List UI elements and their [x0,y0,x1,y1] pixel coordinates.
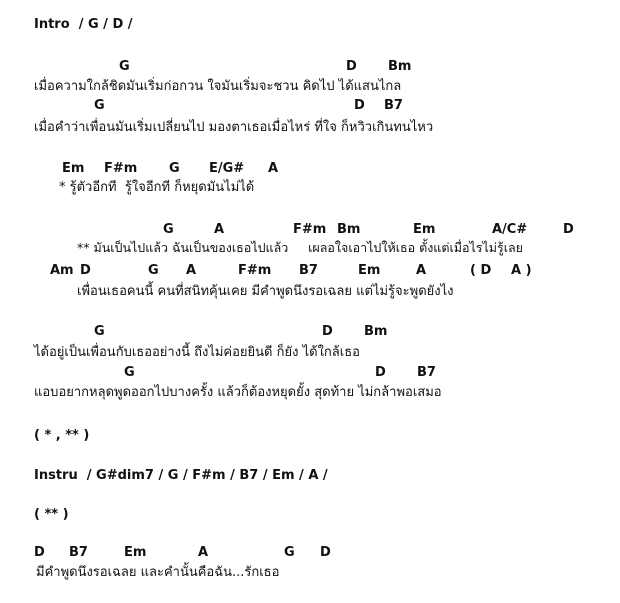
chord-a: A [186,263,197,278]
lyric-line: * รู้ตัวอีกที รู้ใจอีกที ก็หยุดมันไม่ได้ [59,180,255,195]
chord-g: G [169,161,180,176]
chord-em: Em [358,263,381,278]
lyric-line: เมื่อความใกล้ชิดมันเริ่มก่อกวน ใจมันเริ่มจะชวน คิดไป ได้แสนไกล [34,79,402,94]
chord-bm: Bm [337,222,361,237]
chord-g: G [148,263,159,278]
chord-a: A [198,545,209,560]
chord-am: Am [50,263,74,278]
chord-d: D [34,545,45,560]
chord-d: D [354,98,365,113]
chord-d: D [80,263,91,278]
instrumental-line: Instru / G#dim7 / G / F#m / B7 / Em / A / [34,468,328,483]
chord-fsm: F#m [293,222,327,237]
chord-acs: A/C# [492,222,528,237]
chord-fsm: F#m [104,161,138,176]
chord-bm: Bm [388,59,412,74]
chord-g: G [284,545,295,560]
chord-egs: E/G# [209,161,245,176]
chord-d: D [322,324,333,339]
chord-em: Em [413,222,436,237]
chord-b7: B7 [299,263,318,278]
chord-fsm: F#m [238,263,272,278]
chord-b7: B7 [417,365,436,380]
chord-d: D [320,545,331,560]
lyric-line: เมื่อคำว่าเพื่อนมันเริ่มเปลี่ยนไป มองตาเธอเมื่อไหร่ ที่ใจ ก็หวิวเกินทนไหว [34,120,434,135]
chord-g: G [94,98,105,113]
chord-d: D [375,365,386,380]
chord-b7: B7 [384,98,403,113]
chord-a: A [268,161,279,176]
chord-g: G [163,222,174,237]
lyric-line: มีคำพูดนึงรอเฉลย และคำนั้นคือฉัน...รักเธอ [36,565,280,580]
intro-line: Intro / G / D / [34,17,133,32]
chord-d-paren: ( D [470,263,492,278]
chord-em: Em [62,161,85,176]
chord-a: A [214,222,225,237]
chord-a-paren: A ) [511,263,532,278]
chord-g: G [119,59,130,74]
chord-b7: B7 [69,545,88,560]
repeat-marker: ( * , ** ) [34,428,90,443]
lyric-line: ** มันเป็นไปแล้ว ฉันเป็นของเธอไปแล้ว เผลอใจเอาไปให้เธอ ตั้งแต่เมื่อไรไม่รู้เลย [77,240,523,255]
lyric-line: ได้อยู่เป็นเพื่อนกับเธออย่างนี้ ถึงไม่ค่อยยินดี ก็ยัง ได้ใกล้เธอ [34,345,360,360]
lyric-line: แอบอยากหลุดพูดออกไปบางครั้ง แล้วก็ต้องหยุดยั้ง สุดท้าย ไม่กล้าพอเสมอ [34,385,442,400]
lyric-line: เพื่อนเธอคนนี้ คนที่สนิทคุ้นเคย มีคำพูดนึงรอเฉลย แต่ไม่รู้จะพูดยังไง [77,284,454,299]
chord-g: G [124,365,135,380]
chord-d: D [346,59,357,74]
chord-bm: Bm [364,324,388,339]
chord-g: G [94,324,105,339]
chord-d: D [563,222,574,237]
chord-a: A [416,263,427,278]
repeat-marker: ( ** ) [34,507,69,522]
chord-em: Em [124,545,147,560]
